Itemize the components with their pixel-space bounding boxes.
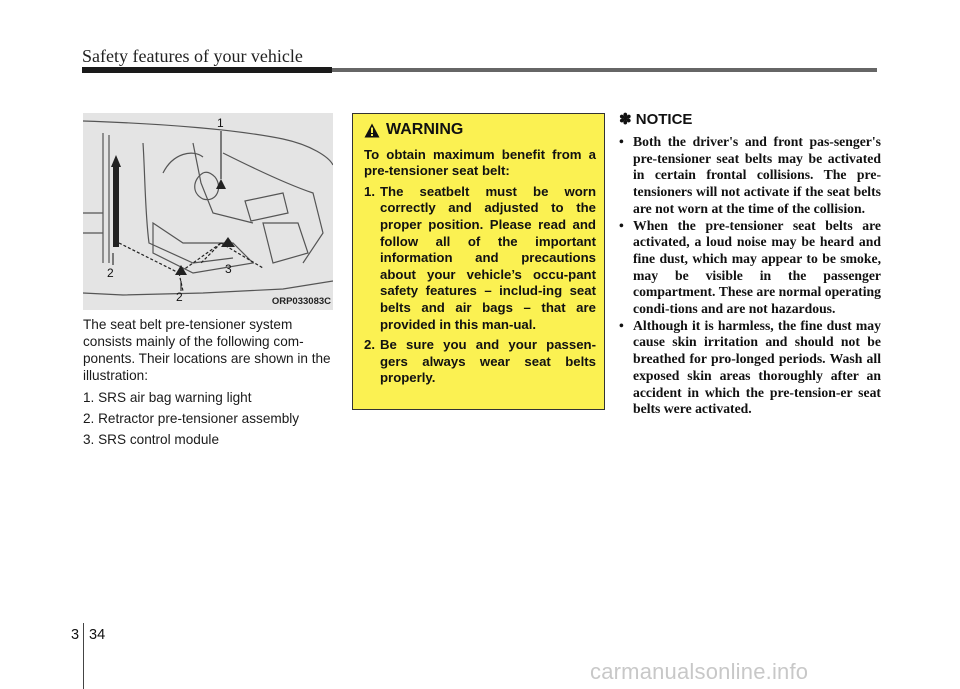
bullet-icon: • (619, 317, 624, 333)
illustration-code: ORP033083C (271, 296, 331, 307)
watermark: carmanualsonline.info (590, 659, 809, 684)
callout-1: 1 (217, 116, 224, 130)
component-item-1: 1. SRS air bag warning light (83, 390, 252, 405)
body-intro: The seat belt pre-tensioner system consists mainly of the following com-ponents. Their locations are shown in the illustration: (83, 317, 331, 383)
chapter-number: 3 (71, 627, 80, 643)
car-interior-drawing (83, 113, 333, 310)
warning-item (364, 184, 596, 333)
seatbelt-pretensioner-illustration (83, 113, 333, 310)
notice-item (619, 318, 881, 418)
footer-divider (83, 623, 84, 689)
warning-intro: To obtain maximum benefit from a pre-tensioner seat belt: (364, 146, 596, 179)
warning-item (364, 337, 596, 387)
component-item-3: 3. SRS control module (83, 432, 220, 447)
page-header-title: Safety features of your vehicle (82, 46, 303, 66)
notice-item-text: Both the driver's and front pas-senger's pre-tensioner seat belts may be activated in certain frontal collisions. The pre-tensioners will not activate if the seat belts are not worn at the time of the collision. (633, 134, 881, 216)
warning-item-text: The seatbelt must be worn correctly and adjusted to the proper position. Please read and follow all of the important information and precautions about your vehicle’s occu-pant safety features – includ-ing seat belts and air bags – that are provided in this man-ual. (380, 183, 596, 332)
warning-header (364, 122, 596, 139)
warning-box (352, 113, 605, 410)
body-text (83, 316, 335, 452)
bullet-icon: • (619, 217, 624, 233)
notice-title: NOTICE (635, 111, 693, 128)
header-rule-accent (82, 67, 332, 73)
callout-3: 3 (225, 262, 232, 276)
warning-item-text: Be sure you and your passen-gers always wear seat belts properly. (380, 337, 596, 386)
warning-title: WARNING (386, 121, 464, 138)
notice-symbol-icon: ✽ (619, 111, 632, 128)
notice-item (619, 218, 881, 318)
bullet-icon: • (619, 134, 624, 149)
warning-triangle-icon (364, 123, 380, 138)
notice-item (619, 134, 881, 218)
warning-item-number: 2. (364, 337, 375, 353)
page-number: 34 (89, 627, 106, 643)
notice-item-text: Although it is harmless, the fine dust may cause skin irritation and should not be breathed for pro-longed periods. Wash all exposed skin areas thoroughly after an accident in which the pre-tension-er seat belts were activated. (633, 317, 881, 417)
callout-2-left: 2 (107, 266, 114, 280)
component-item-2: 2. Retractor pre-tensioner assembly (83, 411, 300, 426)
warning-item-number: 1. (364, 183, 375, 199)
notice-header (619, 110, 881, 128)
notice-item-text: When the pre-tensioner seat belts are activated, a loud noise may be heard and fine dust, which may appear to be smoke, may be visible in the passenger compartment. These are normal operating condi-tions and are not hazardous. (633, 217, 881, 317)
callout-2-bottom: 2 (176, 290, 183, 304)
notice-section (619, 110, 881, 418)
